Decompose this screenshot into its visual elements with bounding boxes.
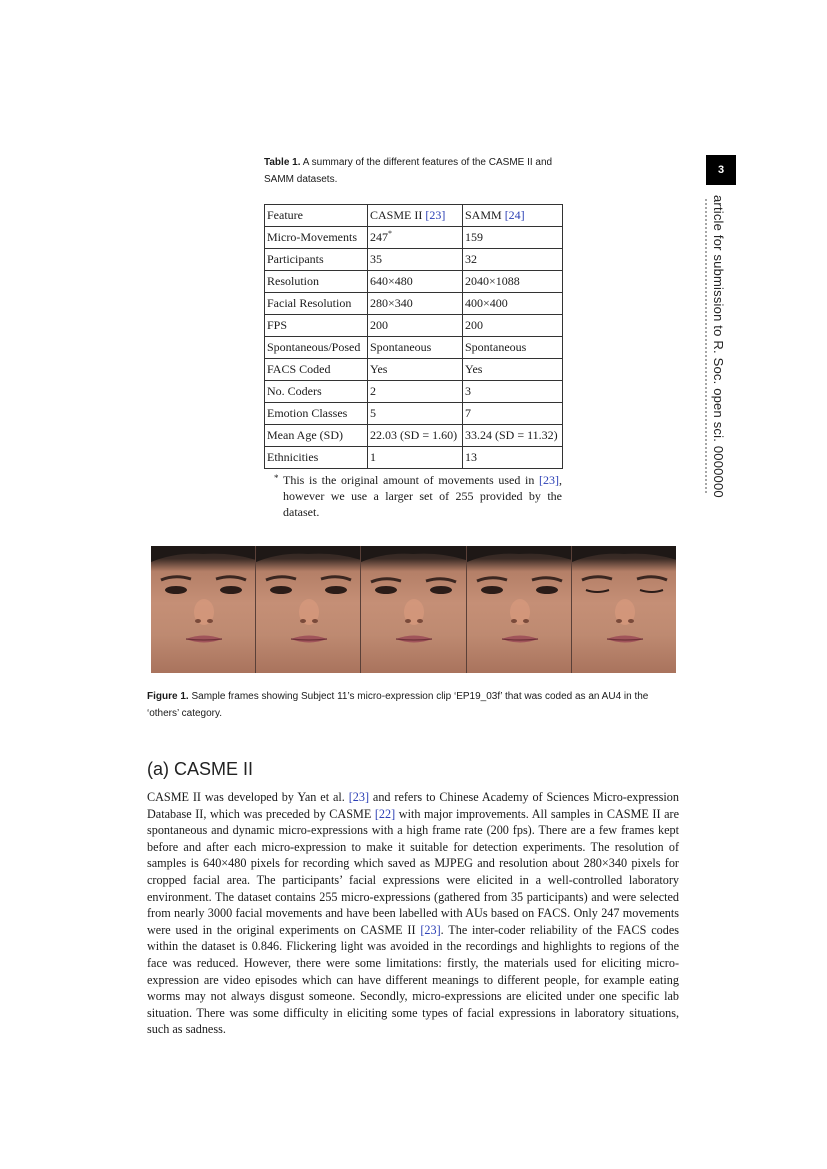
features-table	[264, 204, 563, 469]
cell-casme-value: 247	[370, 230, 388, 244]
cell-samm: 7	[463, 403, 563, 425]
cell-casme	[368, 359, 463, 381]
cell-casme	[368, 425, 463, 447]
table-caption-text: A summary of the different features of the CASME II and SAMM datasets.	[264, 157, 553, 185]
citation-link[interactable]: [23]	[425, 208, 446, 222]
table-row	[265, 403, 563, 425]
cell-casme	[368, 381, 463, 403]
header-feature: Feature	[265, 205, 368, 227]
figure-face-frames	[151, 546, 676, 673]
cell-samm: 32	[463, 249, 563, 271]
face-illustration	[151, 546, 256, 673]
cell-casme	[368, 315, 463, 337]
cell-casme	[368, 227, 463, 249]
cell-samm: 200	[463, 315, 563, 337]
section-paragraph	[147, 789, 679, 1038]
running-header: article for submission to R. Soc. open sci. 0000000	[711, 195, 726, 498]
table-row	[265, 381, 563, 403]
cell-samm: Yes	[463, 359, 563, 381]
cell-casme-value: 200	[370, 318, 388, 332]
face-frame	[467, 546, 572, 673]
cell-samm: 13	[463, 447, 563, 469]
cell-casme	[368, 271, 463, 293]
cell-samm: 159	[463, 227, 563, 249]
cell-casme	[368, 337, 463, 359]
section-title: (a) CASME II	[147, 759, 254, 779]
cell-casme	[368, 447, 463, 469]
header-casme	[368, 205, 463, 227]
table-row	[265, 315, 563, 337]
cell-feature: Participants	[265, 249, 368, 271]
cell-samm: 400×400	[463, 293, 563, 315]
cell-feature: Facial Resolution	[265, 293, 368, 315]
citation-link[interactable]: [22]	[374, 806, 396, 821]
cell-feature: Micro-Movements	[265, 227, 368, 249]
header-samm	[463, 205, 563, 227]
cell-casme	[368, 293, 463, 315]
cell-feature: Spontaneous/Posed	[265, 337, 368, 359]
cell-casme	[368, 249, 463, 271]
cell-samm: 2040×1088	[463, 271, 563, 293]
header-samm-label: SAMM	[465, 208, 502, 222]
table-footnote	[274, 472, 562, 520]
face-frame	[256, 546, 361, 673]
figure-caption	[147, 688, 682, 722]
table-row	[265, 359, 563, 381]
table-caption	[264, 154, 574, 188]
footnote-marker: *	[388, 229, 392, 238]
paragraph-text: with major improvements. All samples in CASME II are spontaneous and dynamic micro-expressions with a high frame rate (200 fps). There are a few frames kept before and after each micro-expression to make it suitable for detection experiments. The resolution of samples is 640×480 pixels for recording which saved as MJPEG and resolution about 280×340 pixels for cropped facial area. The participants’ facial expressions were elicited in a well-controlled laboratory environment. The dataset contains 255 micro-expressions (gathered from 35 participants) and were selected from nearly 3000 facial movements and have been labelled with AUs based on FACS. Only 247 movements were used in the original experiments on CASME II	[147, 806, 680, 937]
cell-casme-value: 35	[370, 252, 382, 266]
face-illustration	[467, 546, 572, 673]
footnote-text: This is the original amount of movements used in	[283, 473, 539, 487]
cell-feature: No. Coders	[265, 381, 368, 403]
face-frame	[151, 546, 256, 673]
cell-casme-value: 5	[370, 406, 376, 420]
table-caption-label: Table 1.	[264, 157, 301, 168]
table-row	[265, 271, 563, 293]
cell-casme	[368, 403, 463, 425]
page-number: 3	[706, 155, 736, 185]
table-row	[265, 227, 563, 249]
cell-feature: FPS	[265, 315, 368, 337]
face-frame	[361, 546, 466, 673]
figure-caption-text: Sample frames showing Subject 11’s micro-expression clip ‘EP19_03f’ that was coded as an AU4 in the ‘others’ category.	[147, 691, 649, 719]
paragraph-text: and refers to Chinese Academy of Sciences Micro-expression Database II, which was preceded by CASME	[147, 790, 679, 821]
running-header-dots	[705, 198, 707, 494]
cell-casme-value: 22.03 (SD = 1.60)	[370, 428, 458, 442]
table-header-row	[265, 205, 563, 227]
face-illustration	[361, 546, 466, 673]
header-casme-label: CASME II	[370, 208, 423, 222]
paragraph-text: . The inter-coder reliability of the FACS codes within the dataset is 0.846. Flickering light was avoided in the recordings and highlights to regions of the face was reduced. However, there were some limitations: firstly, the materials used for eliciting micro-expression are video episodes which can have different meanings to different people, for example eating worms may not always disgust someone. Secondly, micro-expressions are elicited under one specific lab situation. There was some difficulty in eliciting some types of facial expressions in laboratory situations, such as sadness.	[147, 922, 679, 1037]
table-row	[265, 447, 563, 469]
cell-casme-value: Spontaneous	[370, 340, 432, 354]
cell-casme-value: 2	[370, 384, 376, 398]
table-row	[265, 293, 563, 315]
cell-feature: Resolution	[265, 271, 368, 293]
face-illustration	[256, 546, 361, 673]
cell-feature: Mean Age (SD)	[265, 425, 368, 447]
cell-casme-value: 1	[370, 450, 376, 464]
cell-samm: 3	[463, 381, 563, 403]
cell-casme-value: 280×340	[370, 296, 413, 310]
table-row	[265, 425, 563, 447]
cell-feature: Ethnicities	[265, 447, 368, 469]
face-illustration	[572, 546, 676, 673]
cell-samm: Spontaneous	[463, 337, 563, 359]
citation-link[interactable]: [23]	[348, 790, 370, 804]
cell-feature: FACS Coded	[265, 359, 368, 381]
paragraph-text: CASME II was developed by Yan et al.	[147, 790, 349, 804]
cell-casme-value: 640×480	[370, 274, 413, 288]
footnote-text-end: , however we use a larger set of 255 provided by the dataset.	[283, 473, 562, 519]
cell-feature: Emotion Classes	[265, 403, 368, 425]
citation-link[interactable]: [23]	[420, 922, 441, 937]
figure-caption-label: Figure 1.	[147, 691, 189, 702]
cell-casme-value: Yes	[370, 362, 388, 376]
cell-samm: 33.24 (SD = 11.32)	[463, 425, 563, 447]
footnote-mark: *	[274, 473, 279, 483]
face-frame	[572, 546, 676, 673]
table-row	[265, 337, 563, 359]
citation-link[interactable]: [24]	[504, 208, 525, 222]
table-row	[265, 249, 563, 271]
citation-link[interactable]: [23]	[539, 473, 559, 487]
